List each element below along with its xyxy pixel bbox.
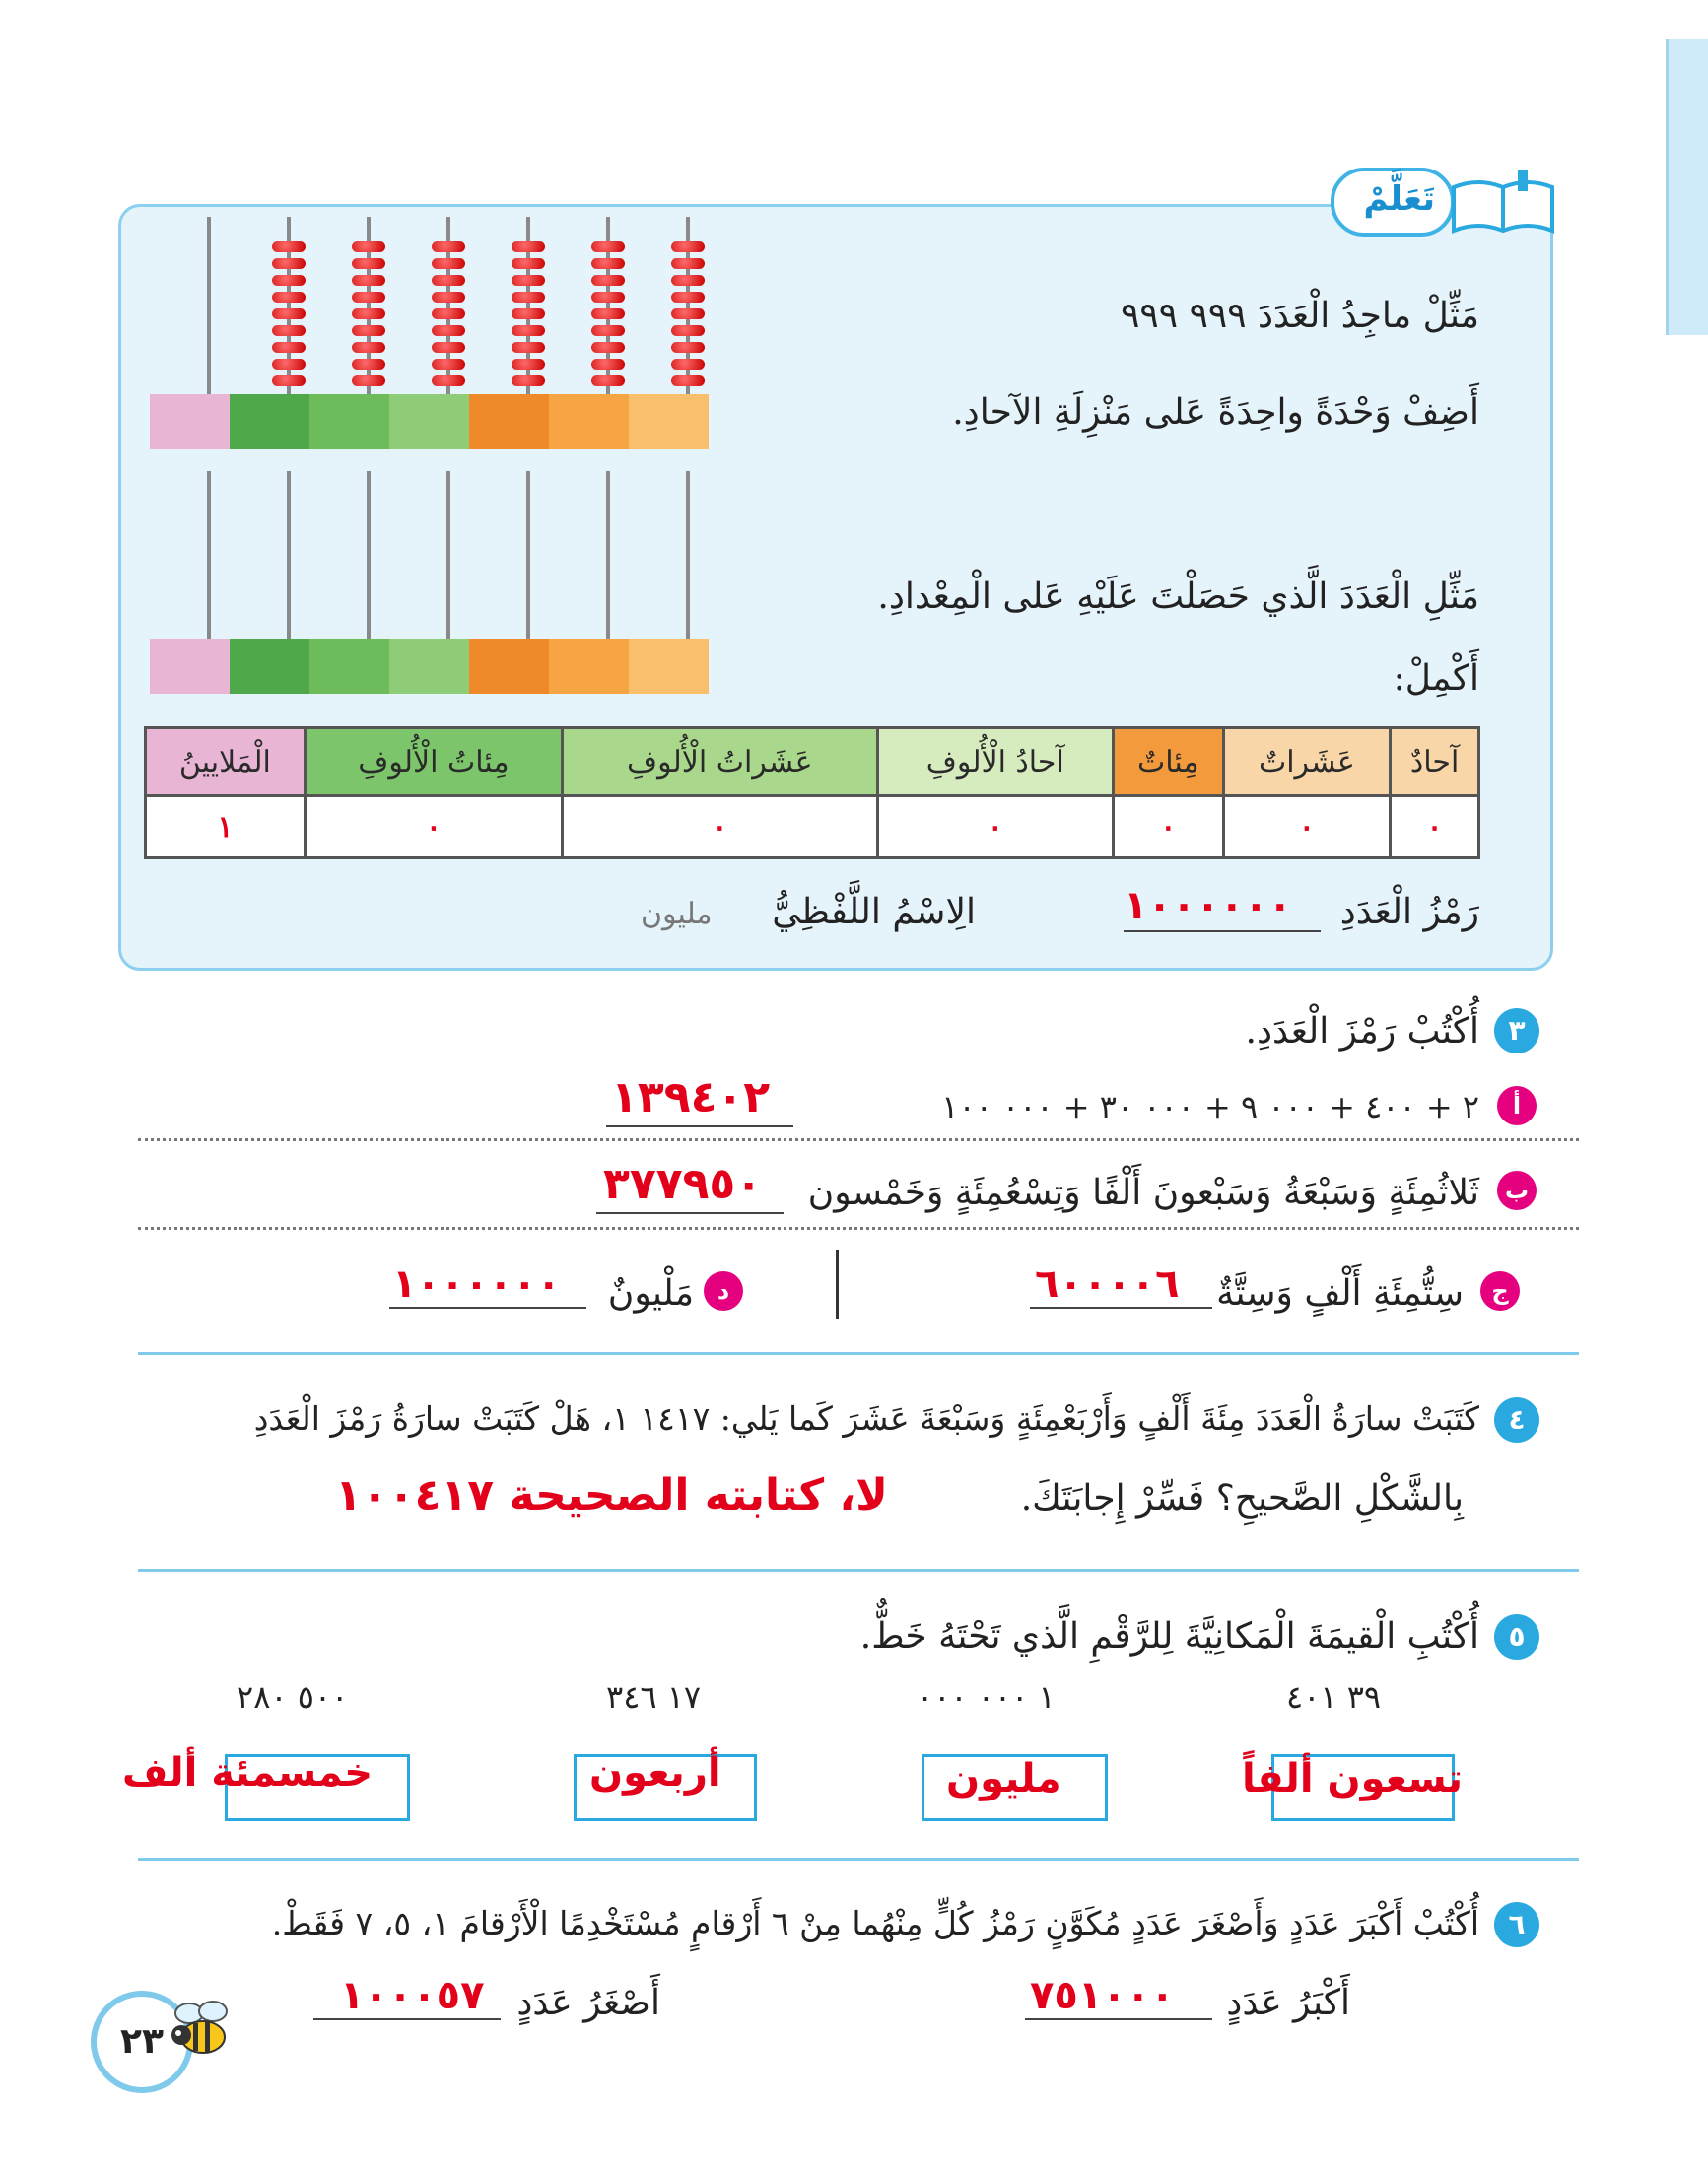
abacus-bead	[512, 275, 545, 286]
abacus-bead	[272, 241, 306, 252]
q3-title: أُكْتُبْ رَمْزَ الْعَدَدِ.	[1245, 1011, 1479, 1052]
header-millions: الْمَلايينُ	[146, 728, 306, 796]
q3-a-text: ١٠٠ ٠٠٠ + ٣٠ ٠٠٠ + ٩ ٠٠٠ + ٤٠٠ + ٢	[941, 1088, 1479, 1125]
q5-answer-1: تسعون ألفاً	[1242, 1756, 1463, 1801]
header-thousands: آحادُ الْأُلوفِ	[877, 728, 1114, 796]
q6-smallest-label: أَصْغَرُ عَدَدٍ	[516, 1983, 660, 2023]
abacus-bead	[432, 342, 465, 353]
header-tens: عَشَراتٌ	[1223, 728, 1391, 796]
q5-number-2: ١ ٠٠٠ ٠٠٠	[917, 1678, 1056, 1716]
abacus-bead	[512, 359, 545, 370]
q6-number: ٦	[1494, 1902, 1539, 1947]
abacus-bead	[671, 375, 705, 386]
q3-c-text: سِتُّمِئَةِ أَلْفٍ وَسِتَّةٌ	[1216, 1273, 1464, 1314]
abacus-bead	[352, 258, 385, 269]
symbol-label: رَمْزُ الْعَدَدِ	[1339, 892, 1479, 932]
q4-line-1: كَتَبَتْ سارَةُ الْعَدَدَ مِئَةَ أَلْفٍ وَأَرْبَعْمِئَةٍ وَسَبْعَةَ عَشَرَ كَما يَلي: ١٤١٧ ١، هَلْ كَتَبَتْ سارَةُ رَمْزَ الْعَدَدِ	[253, 1399, 1479, 1438]
learn-title: تَعَلَّمْ	[1363, 179, 1435, 219]
q3-d-letter: د	[704, 1271, 743, 1311]
abacus-bead	[432, 241, 465, 252]
header-hundred-thousands: مِئاتُ الْأُلوفِ	[305, 728, 562, 796]
q3-a-answer: ١٣٩٤٠٢	[611, 1072, 771, 1122]
abacus-bead	[671, 325, 705, 336]
abacus-bead	[671, 258, 705, 269]
header-ones: آحادٌ	[1391, 728, 1479, 796]
abacus-bead	[512, 241, 545, 252]
q4-number: ٤	[1494, 1397, 1539, 1443]
abacus-bead	[272, 275, 306, 286]
abacus-bead	[352, 375, 385, 386]
side-tab	[1666, 39, 1708, 335]
q5-title: أُكْتُبِ الْقيمَةَ الْمَكانِيَّةَ لِلرَّقْمِ الَّذي تَحْتَهُ خَطٌّ.	[859, 1616, 1479, 1657]
abacus-bead	[432, 375, 465, 386]
book-icon	[1449, 170, 1557, 235]
abacus-bead	[432, 275, 465, 286]
abacus-bead	[432, 292, 465, 303]
abacus-bead	[591, 375, 625, 386]
abacus-bead	[432, 258, 465, 269]
q5-number-1: ٣٩ ٤٠١	[1286, 1678, 1382, 1716]
abacus-bead	[272, 258, 306, 269]
abacus-bead	[671, 308, 705, 319]
abacus-bead	[432, 359, 465, 370]
abacus-bead	[591, 325, 625, 336]
abacus-bead	[671, 292, 705, 303]
place-value-table	[144, 726, 1480, 859]
q3-c-letter: ج	[1480, 1271, 1520, 1311]
value-ones: ٠	[1391, 796, 1479, 858]
q5-number-3: ١٧ ٣٤٦	[606, 1678, 702, 1716]
q3-d-answer: ١٠٠٠٠٠٠	[392, 1261, 561, 1307]
word-value: مليون	[641, 897, 713, 931]
abacus-bead	[272, 292, 306, 303]
learn-line-1: مَثِّلْ ماجِدُ الْعَدَدَ ٩٩٩ ٩٩٩	[1121, 296, 1479, 336]
abacus-bead	[272, 308, 306, 319]
abacus-after	[148, 471, 749, 708]
q6-title: أُكْتُبْ أَكْبَرَ عَدَدٍ وَأَصْغَرَ عَدَدٍ مُكَوَّنٍ رَمْزُ كُلٍّ مِنْهُما مِنْ ٦ أَرْقامٍ مُسْتَخْدِمًا الْأَرْقامَ ١، ٥، ٧ فَقَطْ.	[271, 1904, 1479, 1942]
header-hundreds: مِئاتٌ	[1114, 728, 1223, 796]
value-hundreds: ٠	[1114, 796, 1223, 858]
value-hundred-thousands: ٠	[305, 796, 562, 858]
q4-answer: لا، كتابته الصحيحة ١٠٠٤١٧	[335, 1470, 888, 1521]
abacus-bead	[352, 325, 385, 336]
learn-line-2: أَضِفْ وَحْدَةً واحِدَةً عَلى مَنْزِلَةِ الآحادِ.	[952, 392, 1479, 433]
abacus-bead	[432, 325, 465, 336]
abacus-before	[148, 212, 749, 448]
header-ten-thousands: عَشَراتُ الْأُلوفِ	[563, 728, 877, 796]
abacus-bead	[352, 275, 385, 286]
learn-line-3: مَثِّلِ الْعَدَدَ الَّذي حَصَلْتَ عَلَيْهِ عَلى الْمِعْدادِ.	[877, 577, 1479, 617]
q5-answer-3: أربعون	[589, 1750, 721, 1796]
abacus-bead	[432, 308, 465, 319]
q3-a-letter: أ	[1497, 1086, 1537, 1125]
learn-badge	[1331, 168, 1455, 237]
q5-number: ٥	[1494, 1614, 1539, 1660]
q6-smallest-value: ١٠٠٠٥٧	[340, 1973, 485, 2018]
word-label: الِاسْمُ اللَّفْظِيُّ	[772, 892, 976, 932]
q4-line-2: بِالشَّكْلِ الصَّحيحِ؟ فَسِّرْ إِجابَتَكَ.	[1020, 1478, 1464, 1519]
abacus-bead	[352, 292, 385, 303]
q6-largest-value: ٧٥١٠٠٠	[1030, 1973, 1175, 2018]
abacus-bead	[272, 375, 306, 386]
abacus-bead	[671, 241, 705, 252]
q3-b-answer: ٣٧٧٩٥٠	[603, 1159, 763, 1209]
q5-number-4: ٥٠٠ ٢٨٠	[237, 1678, 349, 1716]
q5-answer-4: خمسمئة ألف	[122, 1750, 374, 1796]
abacus-bead	[272, 325, 306, 336]
abacus-bead	[512, 292, 545, 303]
abacus-bead	[591, 308, 625, 319]
abacus-bead	[352, 308, 385, 319]
page-number: ٢٣	[91, 1991, 193, 2093]
abacus-bead	[352, 359, 385, 370]
abacus-bead	[671, 275, 705, 286]
abacus-bead	[512, 325, 545, 336]
abacus-bead	[512, 342, 545, 353]
symbol-value: ١٠٠٠٠٠٠	[1124, 883, 1292, 928]
q3-b-letter: ب	[1497, 1171, 1537, 1210]
abacus-bead	[352, 241, 385, 252]
abacus-bead	[591, 275, 625, 286]
learn-line-4: أَكْمِلْ:	[1393, 658, 1479, 699]
value-tens: ٠	[1223, 796, 1391, 858]
value-millions: ١	[146, 796, 306, 858]
abacus-bead	[352, 342, 385, 353]
abacus-bead	[512, 375, 545, 386]
q3-d-text: مَلْيونٌ	[607, 1273, 694, 1314]
abacus-bead	[272, 359, 306, 370]
q3-c-answer: ٦٠٠٠٠٦	[1035, 1261, 1180, 1307]
abacus-bead	[512, 308, 545, 319]
abacus-bead	[591, 292, 625, 303]
bee-icon	[168, 1996, 246, 2065]
q3-b-text: ثَلاثُمِئَةٍ وَسَبْعَةُ وَسَبْعونَ أَلْفًا وَتِسْعُمِئَةٍ وَخَمْسون	[807, 1173, 1479, 1213]
abacus-bead	[591, 258, 625, 269]
abacus-bead	[591, 359, 625, 370]
q6-largest-label: أَكْبَرُ عَدَدٍ	[1226, 1983, 1350, 2023]
abacus-bead	[591, 342, 625, 353]
abacus-bead	[512, 258, 545, 269]
q3-number: ٣	[1494, 1008, 1539, 1053]
abacus-bead	[671, 342, 705, 353]
abacus-bead	[272, 342, 306, 353]
value-thousands: ٠	[877, 796, 1114, 858]
abacus-bead	[591, 241, 625, 252]
abacus-bead	[671, 359, 705, 370]
value-ten-thousands: ٠	[563, 796, 877, 858]
q5-answer-2: مليون	[946, 1756, 1061, 1801]
